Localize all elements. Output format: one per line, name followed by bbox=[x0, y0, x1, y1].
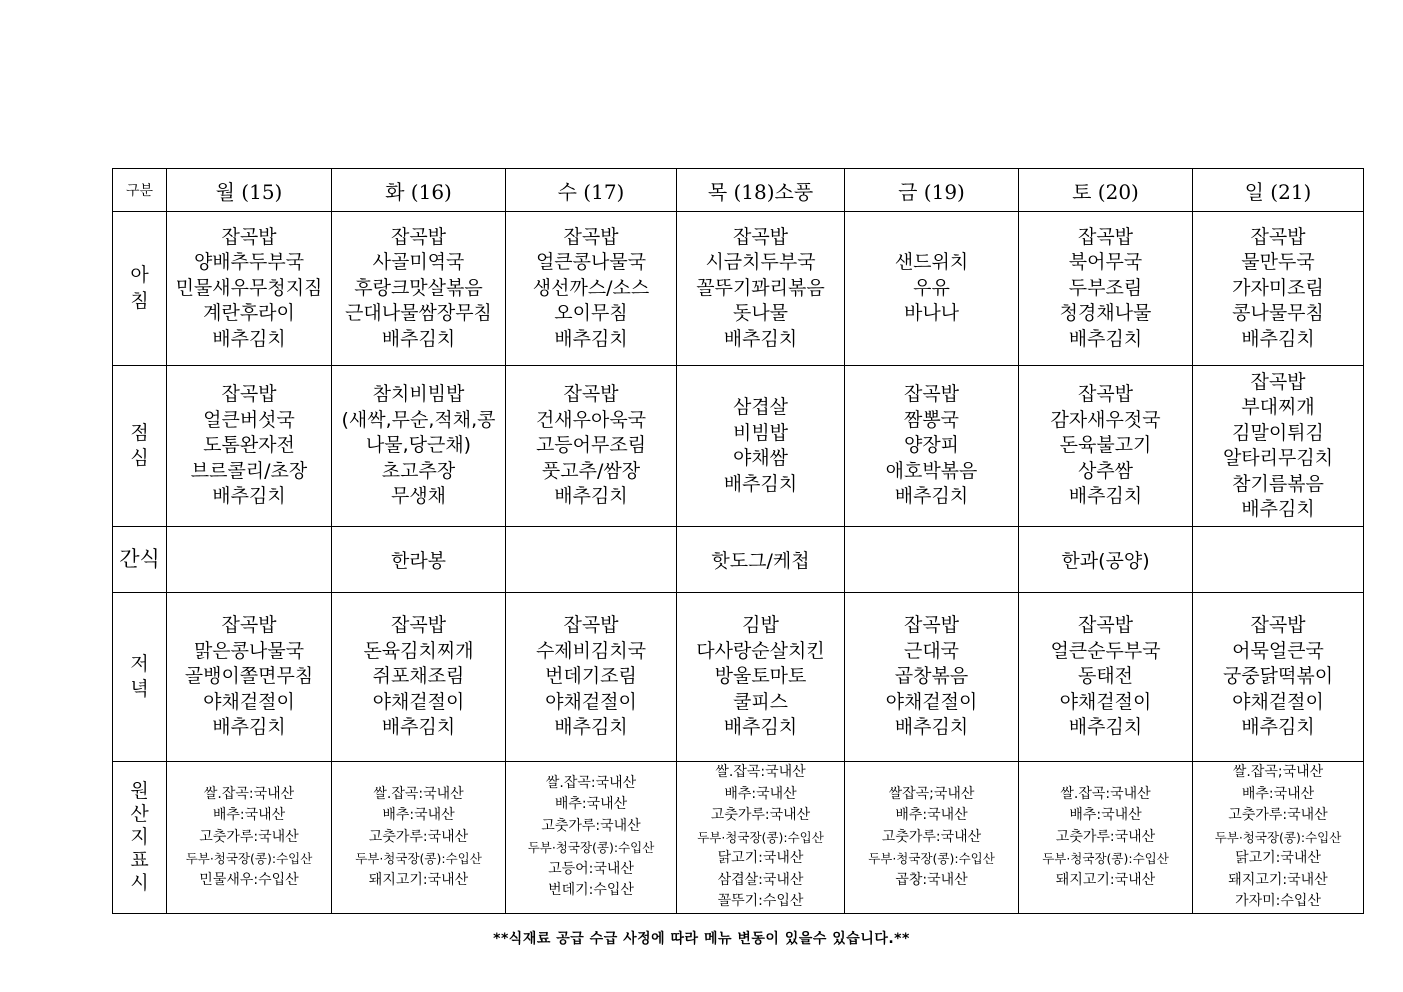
menu-item: 배추김치 bbox=[554, 485, 628, 508]
header-day-fri: 금 (19) bbox=[845, 169, 1019, 212]
menu-item: 바나나 bbox=[903, 302, 960, 325]
header-day-tue: 화 (16) bbox=[332, 169, 506, 212]
menu-item: 쥐포채조림 bbox=[372, 665, 465, 688]
menu-item: 고등어무조림 bbox=[535, 434, 647, 457]
dinner-row bbox=[113, 593, 1364, 762]
menu-item: 북어무국 bbox=[1068, 251, 1143, 274]
footer-note: **식재료 공급 수급 사정에 따라 메뉴 변동이 있을수 있습니다.** bbox=[493, 931, 910, 947]
origin-cell-fri bbox=[845, 762, 1019, 914]
menu-item: 궁중닭떡볶이 bbox=[1222, 665, 1334, 688]
origin-item: 돼지고기:국내산 bbox=[1228, 871, 1328, 888]
menu-item: 배추김치 bbox=[1241, 716, 1315, 739]
origin-cell-thu bbox=[677, 762, 845, 914]
menu-item: 두부조림 bbox=[1068, 276, 1143, 299]
menu-item: 잡곡밥 bbox=[390, 225, 447, 248]
origin-item: 배추:국내산 bbox=[1069, 807, 1142, 823]
menu-item: 건새우아욱국 bbox=[535, 408, 647, 431]
header-day-sun: 일 (21) bbox=[1193, 169, 1364, 212]
origin-item: 배추:국내산 bbox=[1241, 785, 1315, 802]
origin-item: 쌀.잡곡:국내산 bbox=[203, 785, 295, 802]
menu-item: 부대찌개 bbox=[1241, 396, 1315, 418]
origin-cell-mon bbox=[167, 762, 332, 914]
menu-item: 후랑크맛살볶음 bbox=[354, 276, 483, 299]
lunch-cell-sun bbox=[1193, 366, 1364, 527]
menu-item: 김밥 bbox=[742, 614, 779, 637]
menu-item: 돈육불고기 bbox=[1059, 434, 1152, 457]
menu-item: 물만두국 bbox=[1241, 251, 1315, 274]
menu-item: 배추김치 bbox=[723, 716, 798, 739]
menu-item: 근대국 bbox=[903, 639, 960, 662]
menu-item: 어묵얼큰국 bbox=[1232, 639, 1324, 662]
menu-item: 무생채 bbox=[390, 485, 447, 508]
menu-item: 계란후라이 bbox=[203, 302, 295, 325]
menu-item: 감자새우젓국 bbox=[1050, 408, 1161, 431]
origin-item: 고춧가루:국내산 bbox=[368, 828, 469, 845]
menu-item: 배추김치 bbox=[1241, 327, 1315, 350]
origin-item: 고등어:국내산 bbox=[548, 860, 634, 877]
snack-cell-fri bbox=[845, 527, 1019, 593]
menu-item: 잡곡밥 bbox=[221, 614, 277, 637]
origin-item: 고춧가루:국내산 bbox=[881, 828, 982, 845]
origin-item: 배추:국내산 bbox=[895, 807, 968, 823]
menu-item: 짬뽕국 bbox=[903, 408, 960, 431]
origin-item: 두부·청국장(콩):수입산 bbox=[185, 851, 313, 866]
menu-item: 배추김치 bbox=[894, 716, 969, 739]
menu-item: 가자미조림 bbox=[1232, 276, 1324, 299]
origin-item: 두부·청국장(콩):수입산 bbox=[697, 829, 824, 845]
menu-item: 잡곡밥 bbox=[563, 614, 619, 637]
menu-item: 잡곡밥 bbox=[903, 614, 960, 637]
row-label-char: 원 bbox=[130, 779, 149, 802]
menu-item: 잡곡밥 bbox=[903, 383, 960, 406]
header-day-thu: 목 (18)소풍 bbox=[677, 169, 845, 212]
menu-item: 상추쌈 bbox=[1077, 459, 1134, 482]
dinner-cell-sun bbox=[1193, 593, 1364, 762]
dinner-cell-tue bbox=[332, 593, 506, 762]
lunch-cell-thu bbox=[677, 366, 845, 527]
row-label-char: 시 bbox=[130, 871, 149, 894]
menu-item: 우유 bbox=[913, 276, 950, 299]
menu-item: 다사랑순살치킨 bbox=[696, 639, 825, 662]
lunch-cell-tue bbox=[332, 366, 506, 527]
breakfast-cell-fri bbox=[845, 212, 1019, 366]
menu-item: 오이무침 bbox=[554, 302, 628, 325]
menu-item: 야채겉절이 bbox=[372, 690, 465, 713]
origin-item: 고춧가루:국내산 bbox=[541, 817, 641, 834]
snack-cell-tue: 한라봉 bbox=[332, 527, 506, 593]
row-label-char: 녁 bbox=[130, 678, 149, 700]
menu-item: 꼴뚜기꽈리볶음 bbox=[696, 276, 825, 299]
menu-item: 배추김치 bbox=[723, 472, 798, 495]
menu-item: 야채겉절이 bbox=[885, 690, 978, 713]
menu-item: 쿨피스 bbox=[732, 690, 789, 713]
header-day-mon: 월 (15) bbox=[167, 169, 332, 212]
origin-item: 두부·청국장(콩):수입산 bbox=[355, 851, 482, 866]
origin-item: 돼지고기:국내산 bbox=[1055, 871, 1156, 888]
menu-item: 배추김치 bbox=[1241, 498, 1315, 520]
origin-item: 번데기:수입산 bbox=[548, 882, 634, 899]
origin-item: 닭고기:국내산 bbox=[717, 850, 804, 866]
breakfast-cell-thu bbox=[677, 212, 845, 366]
menu-item: 참치비빔밥 bbox=[372, 383, 465, 406]
header-day-wed: 수 (17) bbox=[506, 169, 677, 212]
breakfast-cell-wed bbox=[506, 212, 677, 366]
origin-item: 고춧가루:국내산 bbox=[1228, 807, 1328, 823]
breakfast-cell-sat bbox=[1019, 212, 1193, 366]
menu-item: 양장피 bbox=[903, 434, 960, 457]
menu-item: 잡곡밥 bbox=[1077, 383, 1134, 406]
menu-item: 배추김치 bbox=[1068, 716, 1143, 739]
menu-item: 시금치두부국 bbox=[705, 251, 816, 274]
lunch-row bbox=[113, 366, 1364, 527]
menu-item: 풋고추/쌈장 bbox=[541, 459, 641, 482]
menu-item: 민물새우무청지짐 bbox=[175, 276, 323, 299]
row-label-origin bbox=[113, 762, 167, 914]
lunch-cell-sat bbox=[1019, 366, 1193, 527]
snack-cell-thu: 핫도그/케첩 bbox=[677, 527, 845, 593]
origin-item: 배추:국내산 bbox=[724, 785, 797, 802]
menu-item: 맑은콩나물국 bbox=[193, 639, 305, 662]
dinner-cell-thu bbox=[677, 593, 845, 762]
origin-item: 배추:국내산 bbox=[212, 807, 286, 823]
menu-item: 배추김치 bbox=[212, 485, 286, 508]
menu-item: 배추김치 bbox=[381, 327, 456, 350]
origin-cell-tue bbox=[332, 762, 506, 914]
menu-item: 잡곡밥 bbox=[390, 614, 447, 637]
origin-item: 쌀.잡곡:국내산 bbox=[1060, 785, 1151, 802]
menu-item: 비빔밥 bbox=[732, 421, 789, 444]
menu-item: 번데기조림 bbox=[545, 665, 637, 688]
menu-item: 배추김치 bbox=[723, 327, 798, 350]
origin-cell-sun bbox=[1193, 762, 1364, 914]
menu-item: 잡곡밥 bbox=[563, 225, 619, 248]
row-label-char: 아 bbox=[130, 264, 149, 286]
origin-item: 꼴뚜기:수입산 bbox=[717, 893, 804, 909]
menu-item: 초고추장 bbox=[381, 459, 456, 482]
menu-item: 얼큰순두부국 bbox=[1050, 639, 1161, 662]
menu-item: 근대나물쌈장무침 bbox=[345, 302, 492, 325]
menu-item: 잡곡밥 bbox=[732, 225, 789, 248]
menu-item: 돈육김치찌개 bbox=[363, 639, 474, 662]
row-label-char: 표 bbox=[130, 848, 149, 871]
origin-item: 닭고기:국내산 bbox=[1235, 850, 1321, 866]
dinner-cell-mon bbox=[167, 593, 332, 762]
snack-cell-sat: 한과(공양) bbox=[1019, 527, 1193, 593]
menu-item: 참기름볶음 bbox=[1232, 472, 1324, 495]
origin-item: 곱창:국내산 bbox=[895, 871, 968, 888]
lunch-cell-mon bbox=[167, 366, 332, 527]
lunch-cell-wed bbox=[506, 366, 677, 527]
menu-item: 잡곡밥 bbox=[1250, 370, 1306, 393]
menu-item: 생선까스/소스 bbox=[532, 276, 650, 299]
menu-item: 김말이튀김 bbox=[1232, 421, 1324, 444]
origin-item: 삼겹살:국내산 bbox=[717, 871, 804, 888]
origin-item: 두부·청국장(콩):수입산 bbox=[868, 851, 995, 866]
snack-cell-sun bbox=[1193, 527, 1364, 593]
origin-item: 고춧가루:국내산 bbox=[199, 828, 299, 845]
snack-row bbox=[113, 527, 1364, 593]
origin-item: 배추:국내산 bbox=[382, 807, 455, 823]
row-label-breakfast bbox=[113, 212, 167, 366]
menu-item: 동태전 bbox=[1077, 665, 1134, 688]
lunch-cell-fri bbox=[845, 366, 1019, 527]
menu-item: (새싹,무순,적채,콩 bbox=[341, 408, 496, 431]
menu-item: 샌드위치 bbox=[894, 251, 969, 274]
origin-item: 민물새우:수입산 bbox=[199, 871, 299, 888]
menu-item: 잡곡밥 bbox=[563, 383, 619, 406]
row-label-char: 침 bbox=[130, 289, 149, 312]
origin-item: 쌀잡곡;국내산 bbox=[888, 785, 975, 802]
row-label-char: 지 bbox=[130, 825, 149, 848]
breakfast-cell-sun bbox=[1193, 212, 1364, 366]
origin-item: 두부·청국장(콩):수입산 bbox=[1214, 829, 1342, 845]
menu-item: 배추김치 bbox=[894, 485, 969, 508]
dinner-cell-fri bbox=[845, 593, 1019, 762]
menu-item: 야채겉절이 bbox=[203, 690, 295, 713]
row-label-char: 점 bbox=[130, 421, 149, 444]
row-label-char: 산 bbox=[130, 802, 149, 825]
snack-cell-wed bbox=[506, 527, 677, 593]
menu-item: 콩나물무침 bbox=[1232, 302, 1324, 325]
menu-item: 청경채나물 bbox=[1059, 302, 1152, 325]
row-label-dinner bbox=[113, 593, 167, 762]
menu-item: 야채겉절이 bbox=[1059, 690, 1152, 713]
menu-item: 수제비김치국 bbox=[535, 639, 647, 662]
menu-item: 배추김치 bbox=[554, 327, 628, 350]
row-label-lunch bbox=[113, 366, 167, 527]
row-label-char: 저 bbox=[130, 652, 149, 675]
breakfast-cell-mon bbox=[167, 212, 332, 366]
snack-cell-mon bbox=[167, 527, 332, 593]
menu-item: 잡곡밥 bbox=[1250, 614, 1306, 637]
menu-item: 잡곡밥 bbox=[221, 383, 277, 406]
menu-item: 방울토마토 bbox=[714, 665, 807, 688]
menu-item: 애호박볶음 bbox=[885, 459, 978, 482]
menu-item: 배추김치 bbox=[554, 716, 628, 739]
origin-item: 고춧가루:국내산 bbox=[710, 807, 811, 823]
menu-item: 브르콜리/초장 bbox=[190, 459, 308, 482]
origin-item: 두부·청국장(콩):수입산 bbox=[527, 840, 655, 856]
menu-item: 삼겹살 bbox=[732, 396, 789, 418]
breakfast-cell-tue bbox=[332, 212, 506, 366]
origin-item: 쌀.잡곡;국내산 bbox=[1232, 764, 1324, 780]
menu-item: 배추김치 bbox=[381, 716, 456, 739]
origin-item: 두부·청국장(콩):수입산 bbox=[1042, 851, 1169, 866]
menu-item: 돗나물 bbox=[732, 302, 789, 325]
header-gubun: 구분 bbox=[113, 169, 167, 212]
menu-item: 야채쌈 bbox=[732, 447, 789, 469]
origin-item: 쌀.잡곡:국내산 bbox=[373, 785, 464, 802]
menu-item: 배추김치 bbox=[212, 327, 286, 350]
menu-item: 골뱅이쫄면무침 bbox=[184, 665, 314, 688]
header-day-sat: 토 (20) bbox=[1019, 169, 1193, 212]
dinner-cell-wed bbox=[506, 593, 677, 762]
dinner-cell-sat bbox=[1019, 593, 1193, 762]
origin-item: 돼지고기:국내산 bbox=[368, 871, 469, 888]
menu-item: 나물,당근채) bbox=[365, 434, 472, 457]
menu-item: 잡곡밥 bbox=[221, 225, 277, 248]
menu-item: 잡곡밥 bbox=[1250, 225, 1306, 248]
menu-item: 잡곡밥 bbox=[1077, 614, 1134, 637]
menu-item: 얼큰콩나물국 bbox=[535, 251, 647, 274]
weekly-menu-table bbox=[112, 168, 1364, 914]
menu-item: 도톰완자전 bbox=[203, 434, 295, 457]
menu-item: 야채겉절이 bbox=[545, 690, 637, 713]
menu-item: 곱창볶음 bbox=[894, 665, 969, 688]
menu-item: 야채겉절이 bbox=[1232, 690, 1324, 713]
menu-item: 얼큰버섯국 bbox=[203, 408, 295, 431]
origin-item: 배추:국내산 bbox=[554, 796, 628, 813]
origin-row bbox=[113, 762, 1364, 914]
origin-item: 쌀.잡곡:국내산 bbox=[545, 774, 637, 791]
menu-item: 잡곡밥 bbox=[1077, 225, 1134, 248]
origin-item: 고춧가루:국내산 bbox=[1055, 828, 1156, 845]
menu-item: 양배추두부국 bbox=[193, 251, 305, 274]
menu-item: 사골미역국 bbox=[372, 251, 465, 274]
origin-item: 쌀.잡곡:국내산 bbox=[715, 764, 806, 780]
origin-item: 가자미:수입산 bbox=[1235, 893, 1321, 909]
origin-cell-sat bbox=[1019, 762, 1193, 914]
menu-item: 알타리무김치 bbox=[1222, 447, 1334, 469]
origin-cell-wed bbox=[506, 762, 677, 914]
row-label-snack: 간식 bbox=[113, 527, 167, 593]
menu-item: 배추김치 bbox=[1068, 485, 1143, 508]
breakfast-row bbox=[113, 212, 1364, 366]
header-row bbox=[113, 169, 1364, 212]
row-label-char: 심 bbox=[130, 447, 149, 469]
menu-item: 배추김치 bbox=[1068, 327, 1143, 350]
menu-item: 배추김치 bbox=[212, 716, 286, 739]
